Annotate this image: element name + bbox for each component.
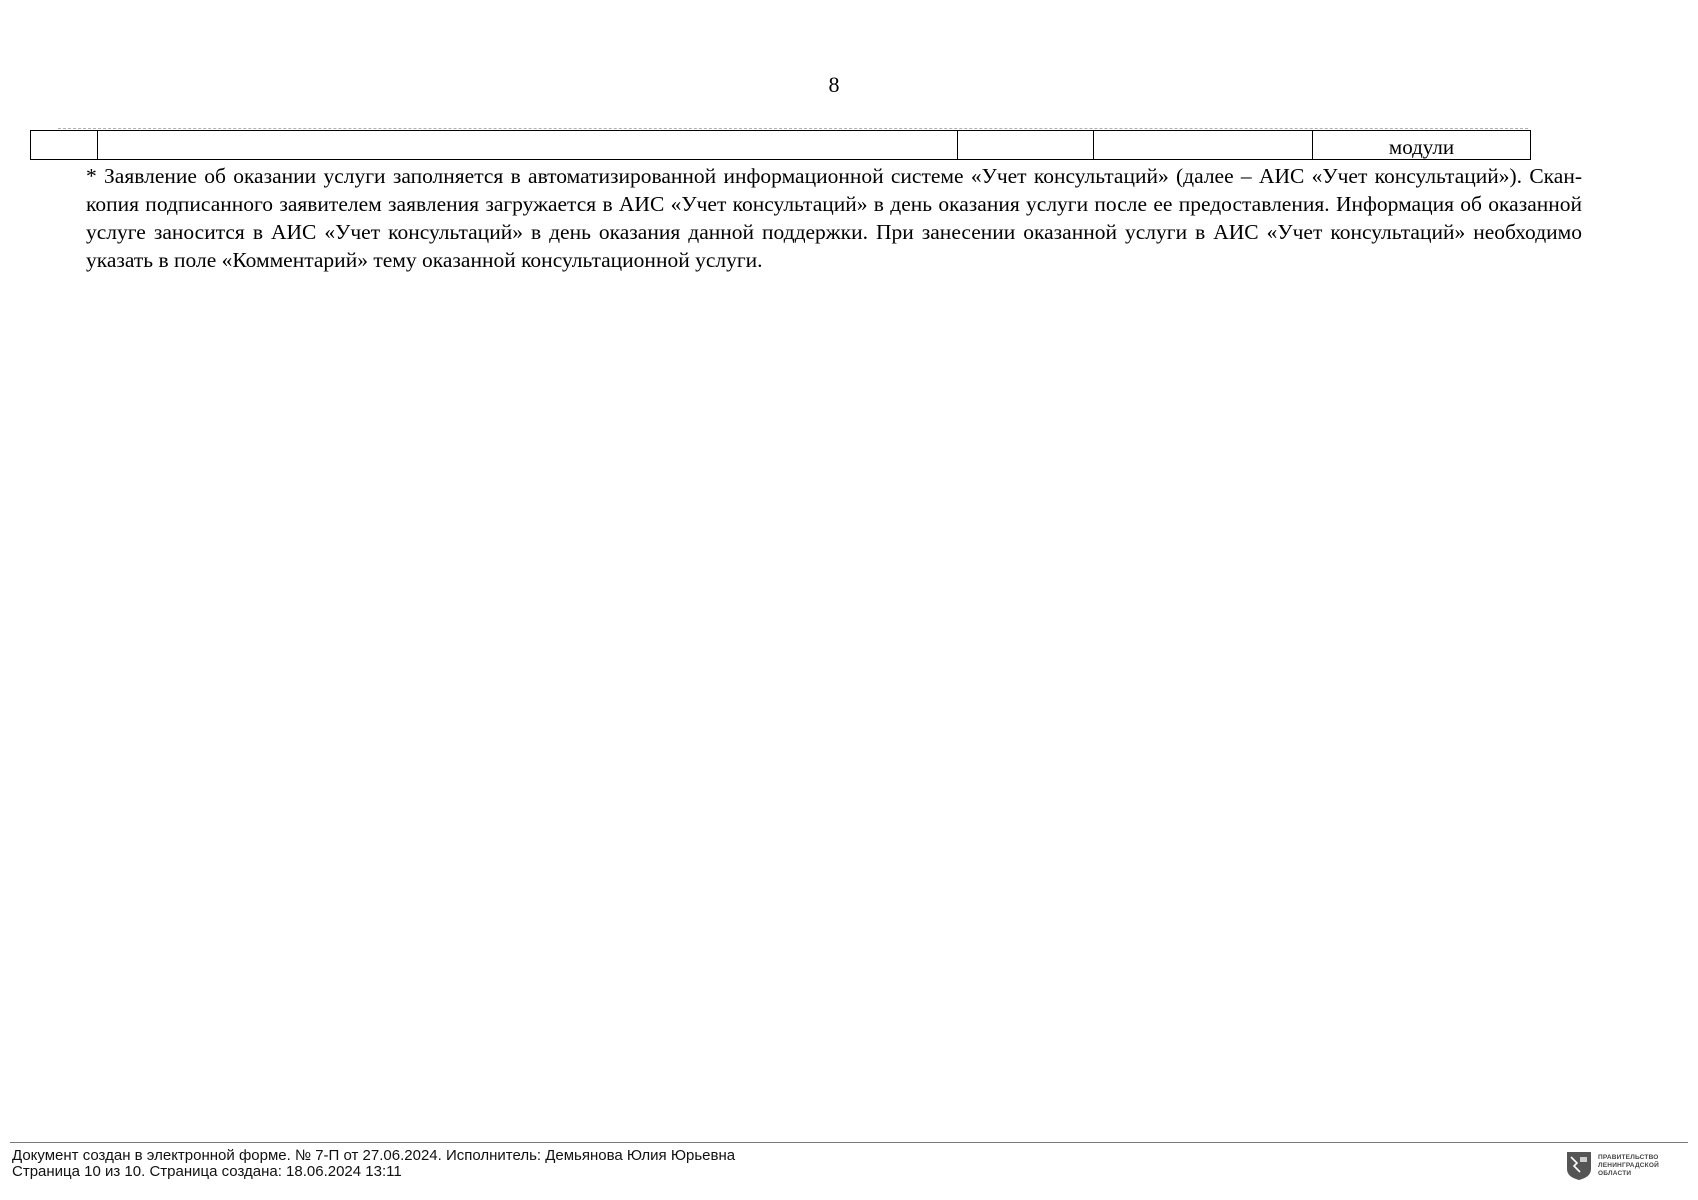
table-row (31, 131, 1531, 160)
footnote: * Заявление об оказании услуги заполняется в автоматизированной информационной системе «Учет консультаций» (далее – АИС «Учет консультаций»). Скан-копия подписанного заявителем заявления загружается в АИС «Учет консультаций» в день оказания услуги после ее предоставления. Информация об оказанной услуге заносится в АИС «Учет консультаций» в день оказания данной поддержки. При занесении оказанной услуги в АИС «Учет консультаций» необходимо указать в поле «Комментарий» тему оказанной консультационной услуги. (86, 164, 1582, 272)
table-cell (1094, 131, 1313, 160)
footer-page-line: Страница 10 из 10. Страница создана: 18.06.2024 13:11 (12, 1163, 402, 1180)
table-cell (31, 131, 98, 160)
footer-info (12, 1148, 735, 1180)
table-cell-modules: модули (1313, 131, 1531, 160)
logo-text: ПРАВИТЕЛЬСТВО ЛЕНИНГРАДСКОЙ ОБЛАСТИ (1598, 1154, 1659, 1177)
table-top-edge (58, 128, 1528, 129)
government-logo (1566, 1150, 1686, 1182)
footer-document-line: Документ создан в электронной форме. № 7-П от 27.06.2024. Исполнитель: Демьянова Юлия Юрьевна (12, 1147, 736, 1164)
table-cell (958, 131, 1094, 160)
table-fragment (30, 130, 1531, 160)
footer-divider (10, 1142, 1688, 1143)
emblem-icon (1566, 1151, 1592, 1181)
table-cell (98, 131, 958, 160)
page-number: 8 (828, 72, 840, 97)
